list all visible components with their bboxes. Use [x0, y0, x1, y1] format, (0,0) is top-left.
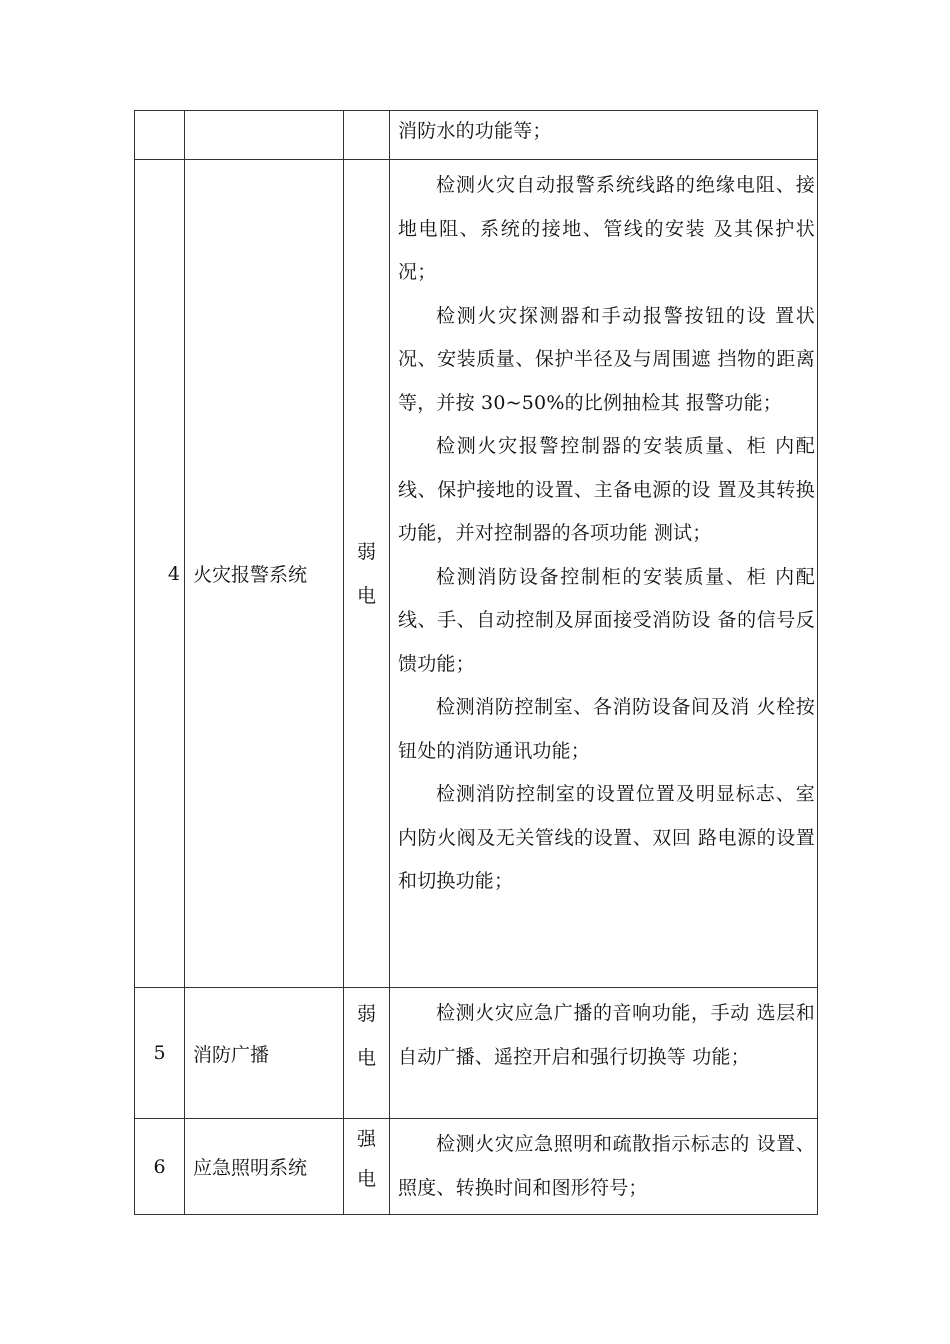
system-name-cell	[185, 988, 344, 1119]
table-row	[135, 160, 818, 988]
category-cell	[344, 111, 390, 160]
row-number: 5	[153, 1042, 166, 1064]
description-paragraph: 检测火灾自动报警系统线路的绝缘电阻、接地电阻、系统的接地、管线的安装 及其保护状况；	[398, 174, 815, 283]
category-char: 电	[356, 1168, 376, 1190]
description-paragraph: 检测火灾探测器和手动报警按钮的设 置状况、安装质量、保护半径及与周围遮 挡物的距离等，并按 30~50%的比例抽检其 报警功能；	[398, 304, 815, 414]
row-number-cell	[135, 111, 185, 160]
row-number-cell	[135, 988, 185, 1119]
description-cell	[390, 111, 818, 160]
category-char: 电	[356, 1047, 376, 1069]
table-row	[135, 1119, 818, 1215]
system-name-cell	[185, 1119, 344, 1215]
description-cell	[390, 1119, 818, 1215]
category-cell	[344, 1119, 390, 1215]
system-name: 消防广播	[193, 1043, 270, 1066]
table-row	[135, 988, 818, 1119]
row-number-cell	[135, 160, 185, 988]
inspection-table	[134, 110, 818, 1215]
description-paragraph: 检测消防控制室的设置位置及明显标志、室内防火阀及无关管线的设置、双回 路电源的设置和切换功能；	[398, 783, 815, 892]
system-name: 火灾报警系统	[193, 564, 308, 586]
row-number-cell	[135, 1119, 185, 1215]
description-paragraph: 检测消防设备控制柜的安装质量、柜 内配线、手、自动控制及屏面接受消防设 备的信号反馈功能；	[398, 565, 815, 675]
description-paragraph: 检测火灾应急照明和疏散指示标志的 设置、照度、转换时间和图形符号；	[398, 1133, 815, 1199]
system-name-cell	[185, 111, 344, 160]
description-cell	[390, 160, 818, 988]
category-cell	[344, 160, 390, 988]
system-name: 应急照明系统	[193, 1157, 308, 1179]
description-paragraph: 消防水的功能等；	[398, 120, 552, 142]
category-char: 电	[356, 584, 376, 607]
system-name-cell	[185, 160, 344, 988]
category-char: 强	[356, 1128, 376, 1150]
category-char: 弱	[356, 540, 376, 563]
description-paragraph: 检测消防控制室、各消防设备间及消 火栓按钮处的消防通讯功能；	[398, 696, 815, 762]
description-paragraph: 检测火灾应急广播的音响功能，手动 选层和自动广播、遥控开启和强行切换等 功能；	[398, 1002, 815, 1068]
category-cell	[344, 988, 390, 1119]
row-number: 4	[167, 562, 180, 585]
description-cell	[390, 988, 818, 1119]
row-number: 6	[153, 1155, 166, 1178]
description-paragraph: 检测火灾报警控制器的安装质量、柜 内配线、保护接地的设置、主备电源的设 置及其转换功能，并对控制器的各项功能 测试；	[398, 435, 815, 544]
table-row	[135, 111, 818, 160]
category-char: 弱	[356, 1003, 376, 1025]
